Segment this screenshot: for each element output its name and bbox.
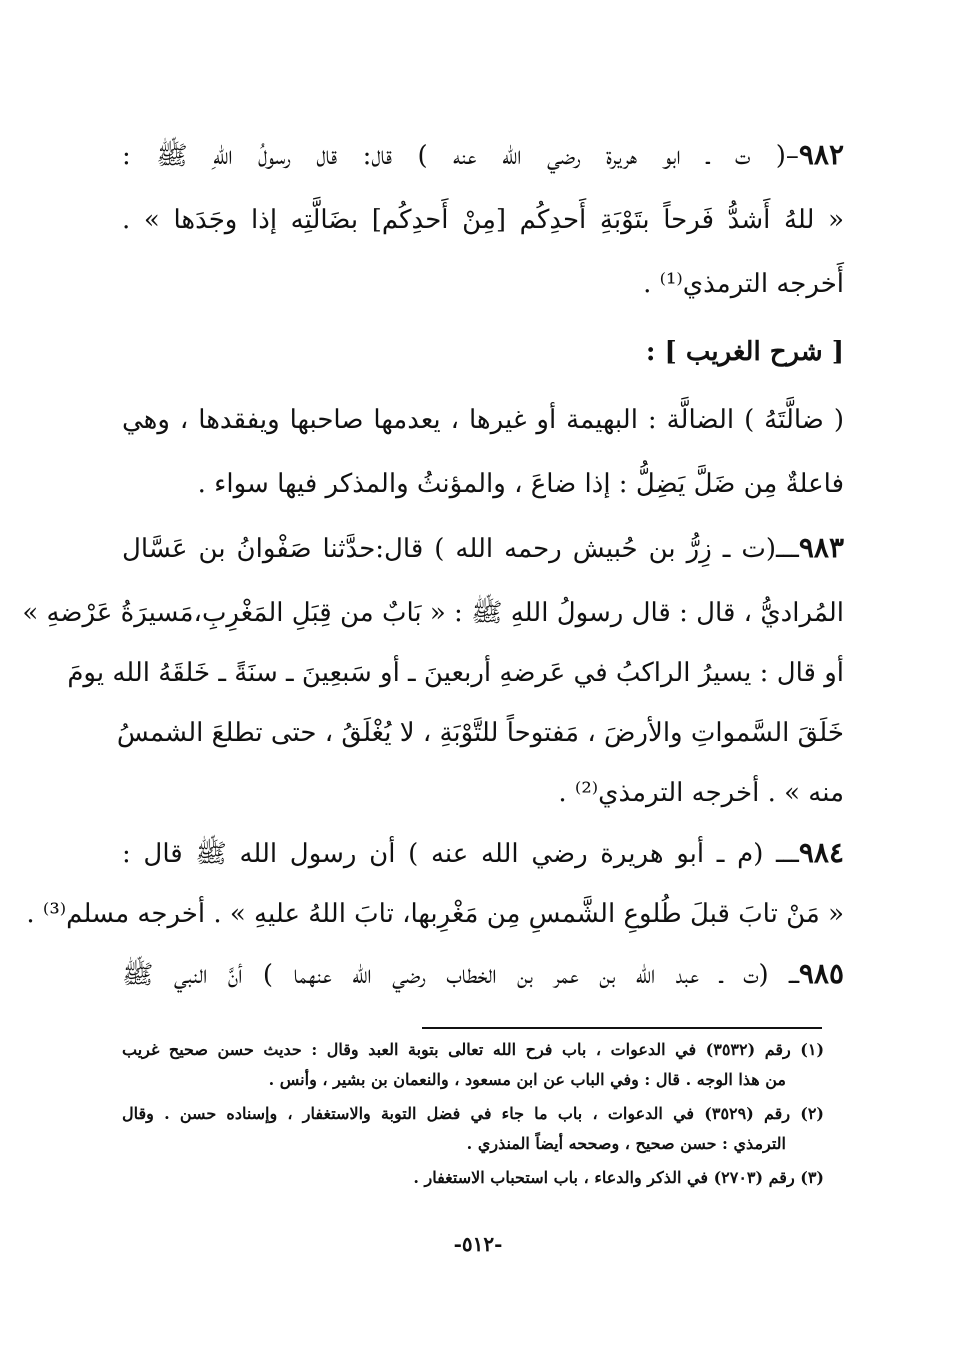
hadith-982-line-2: « للهُ أَشدُّ فَرحاً بتَوْبَةِ أَحدِكُم [مِنْ أَحدِكُم] بضَالَّتِه إذا وجَدَها » . — [122, 205, 844, 235]
footnote-3-line-1: (٣) رقم (٢٧٠٣) في الذكر والدعاء ، باب استحباب الاستغفار . — [413, 1168, 824, 1187]
hadith-984-text-1: ـــ (م ـ أبو هريرة رضي الله عنه ) أن رسول الله ﷺ قال : — [122, 839, 799, 869]
hadith-983-line-2: المُراديُّ ، قال : قال رسولُ اللهِ ﷺ : « بَابٌ من قِبَلِ المَغْرِبِ،مَسيرَةُ عَرْضهِ » — [22, 598, 844, 628]
hadith-number-984: ٩٨٤ — [798, 836, 844, 869]
hadith-983-line-1 — [122, 533, 844, 564]
page-number: -٥١٢- — [453, 1232, 503, 1256]
hadith-984-line-1 — [122, 838, 844, 869]
hadith-number-982: ٩٨٢ — [798, 138, 844, 171]
footnote-2-line-2: الترمذي : حسن صحيح ، وصححه أيضاً المنذري . — [466, 1134, 786, 1153]
footnote-2-line-1: (٢) رقم (٣٥٢٩) في الدعوات ، باب ما جاء في فضل التوبة والاستغفار ، وإسناده حسن . وقال — [122, 1104, 824, 1123]
hadith-983-line-4: خَلَقَ السَّمواتِ والأرضَ ، مَفتوحاً للتَّوْبَةِ ، لا يُغْلَقُ ، حتى تطلعَ الشمسُ — [116, 718, 844, 748]
hadith-982-line-3: أَخرجه الترمذي⁽¹⁾ . — [643, 269, 844, 299]
hadith-985-text-1: ـــ (ت ـ عبد الله بن عمر بن الخطاب رضي الله عنهما ) أنَّ النبي ﷺ — [122, 960, 799, 990]
gharib-line-1: ( ضالَّتَهُ ) الضالَّة : البهيمة أو غيرها ، يعدمها صاحبها ويفقدها ، وهي — [122, 405, 844, 435]
footnote-1-line-1: (١) رقم (٣٥٣٢) في الدعوات ، باب فرح الله تعالى بتوبة العبد وقال : حديث حسن صحيح غريب — [122, 1040, 825, 1059]
hadith-number-985: ٩٨٥ — [798, 957, 844, 990]
hadith-984-line-2: « مَنْ تابَ قبلَ طُلوعِ الشَّمسِ مِن مَغْرِبها، تابَ اللهُ عليهِ » . أخرجه مسلم⁽³⁾ . — [26, 899, 844, 929]
footnotes — [122, 1040, 824, 1188]
hadith-982-line-1 — [122, 140, 844, 171]
hadith-983-text-1: ـــ(ت ـ زِرُّ بن حُبيش رحمه الله ) قال:حدَّثنا صَفْوانُ بن عَسَّال — [122, 534, 799, 564]
hadith-985-line-1 — [122, 959, 844, 990]
footnote-separator — [422, 1027, 822, 1029]
hadith-982-text-1: –( ت ـ ابو هريرة رضي الله عنه ) قال: قال رسولُ اللهِ ﷺ : — [122, 141, 799, 171]
hadith-983-line-3: أو قال : يسيرُ الراكبُ في عَرضهِ أربعينَ ـ أو سَبعِينَ ـ سنَةً ـ خَلقَهُ الله يومَ — [67, 658, 844, 688]
hadith-number-983: ٩٨٣ — [798, 531, 844, 564]
hadith-983-line-5: منه » . أخرجه الترمذي⁽²⁾ . — [558, 778, 844, 808]
main-text — [22, 138, 844, 990]
footnote-1-line-2: من هذا الوجه . قال : وفي الباب عن ابن مسعود ، والنعمان بن بشير ، وأنس . — [268, 1070, 786, 1089]
gharib-heading: [ شرح الغريب ] : — [645, 337, 844, 367]
gharib-line-2: فاعلةٌ مِن ضَلَّ يَضِلُّ : إذا ضاعَ ، والمؤنثُ والمذكر فيها سواء . — [197, 469, 844, 499]
